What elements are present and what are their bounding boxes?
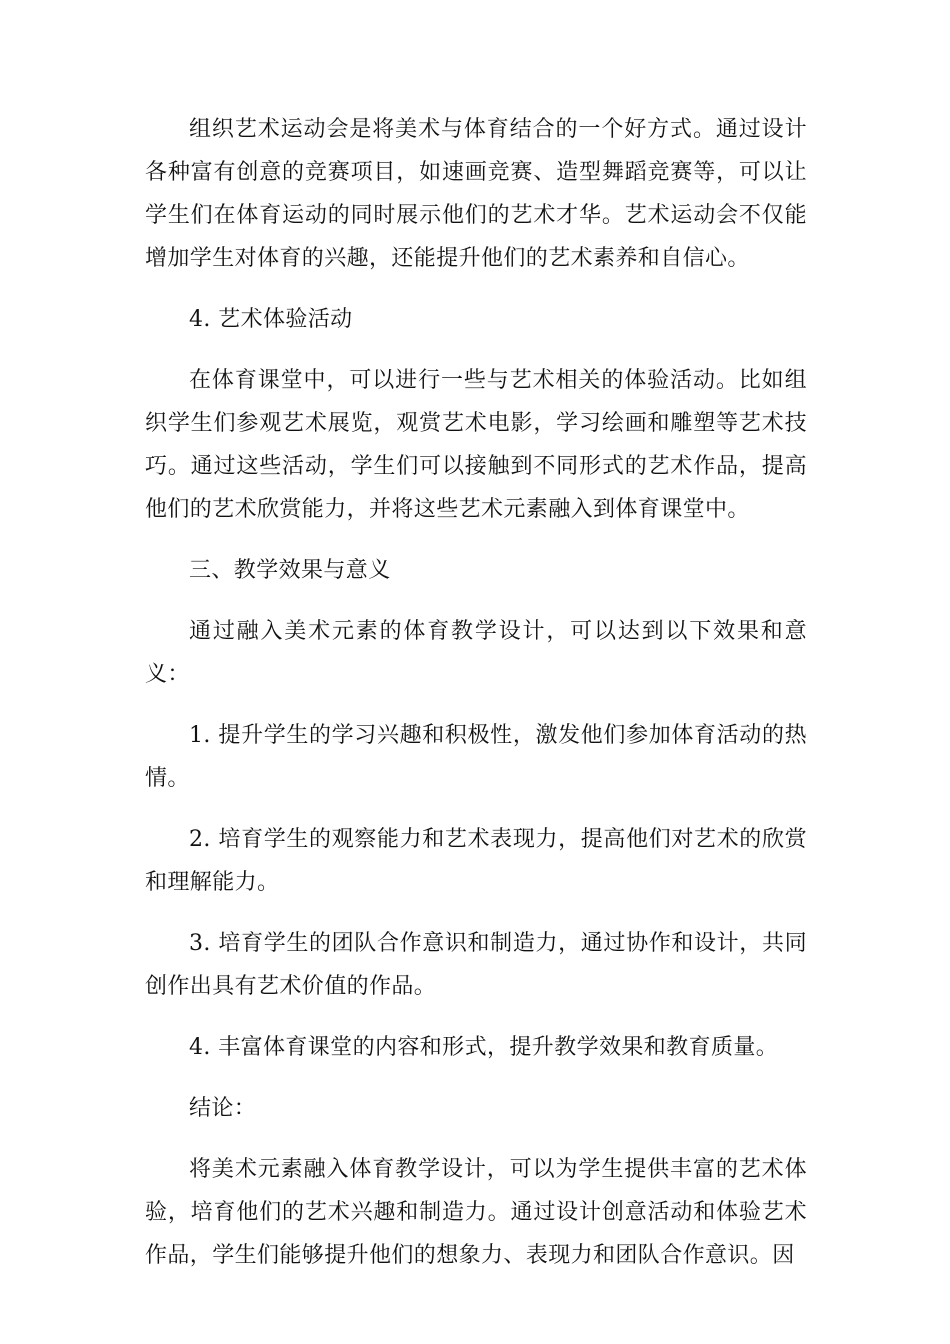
heading-art-experience: 4. 艺术体验活动 <box>189 307 353 332</box>
list-item-4: 4. 丰富体育课堂的内容和形式，提升教学效果和教育质量。 <box>189 1035 779 1060</box>
list-item-3: 3. 培育学生的团队合作意识和制造力，通过协作和设计，共同创作出具有艺术价值的作品。 <box>145 931 807 999</box>
list-item-2: 2. 培育学生的观察能力和艺术表现力，提高他们对艺术的欣赏和理解能力。 <box>145 827 807 895</box>
paragraph-art-sports-meet: 组织艺术运动会是将美术与体育结合的一个好方式。通过设计各种富有创意的竞赛项目，如速画竞赛、造型舞蹈竞赛等，可以让学生们在体育运动的同时展示他们的艺术才华。艺术运动会不仅能增加学生对体育的兴趣，还能提升他们的艺术素养和自信心。 <box>145 117 807 271</box>
conclusion-heading: 结论： <box>189 1096 257 1121</box>
paragraph-art-experience: 在体育课堂中，可以进行一些与艺术相关的体验活动。比如组织学生们参观艺术展览，观赏艺术电影，学习绘画和雕塑等艺术技巧。通过这些活动，学生们可以接触到不同形式的艺术作品，提高他们的艺术欣赏能力，并将这些艺术元素融入到体育课堂中。 <box>145 368 807 522</box>
list-item-1: 1. 提升学生的学习兴趣和积极性，激发他们参加体育活动的热情。 <box>145 723 807 791</box>
paragraph-conclusion: 将美术元素融入体育教学设计，可以为学生提供丰富的艺术体验，培育他们的艺术兴趣和制造力。通过设计创意活动和体验艺术作品，学生们能够提升他们的想象力、表现力和团队合作意识。因 <box>145 1157 807 1268</box>
document-body <box>145 108 807 1295</box>
section-heading-effects: 三、教学效果与意义 <box>189 558 391 583</box>
paragraph-effects-intro: 通过融入美术元素的体育教学设计，可以达到以下效果和意义： <box>145 619 807 687</box>
